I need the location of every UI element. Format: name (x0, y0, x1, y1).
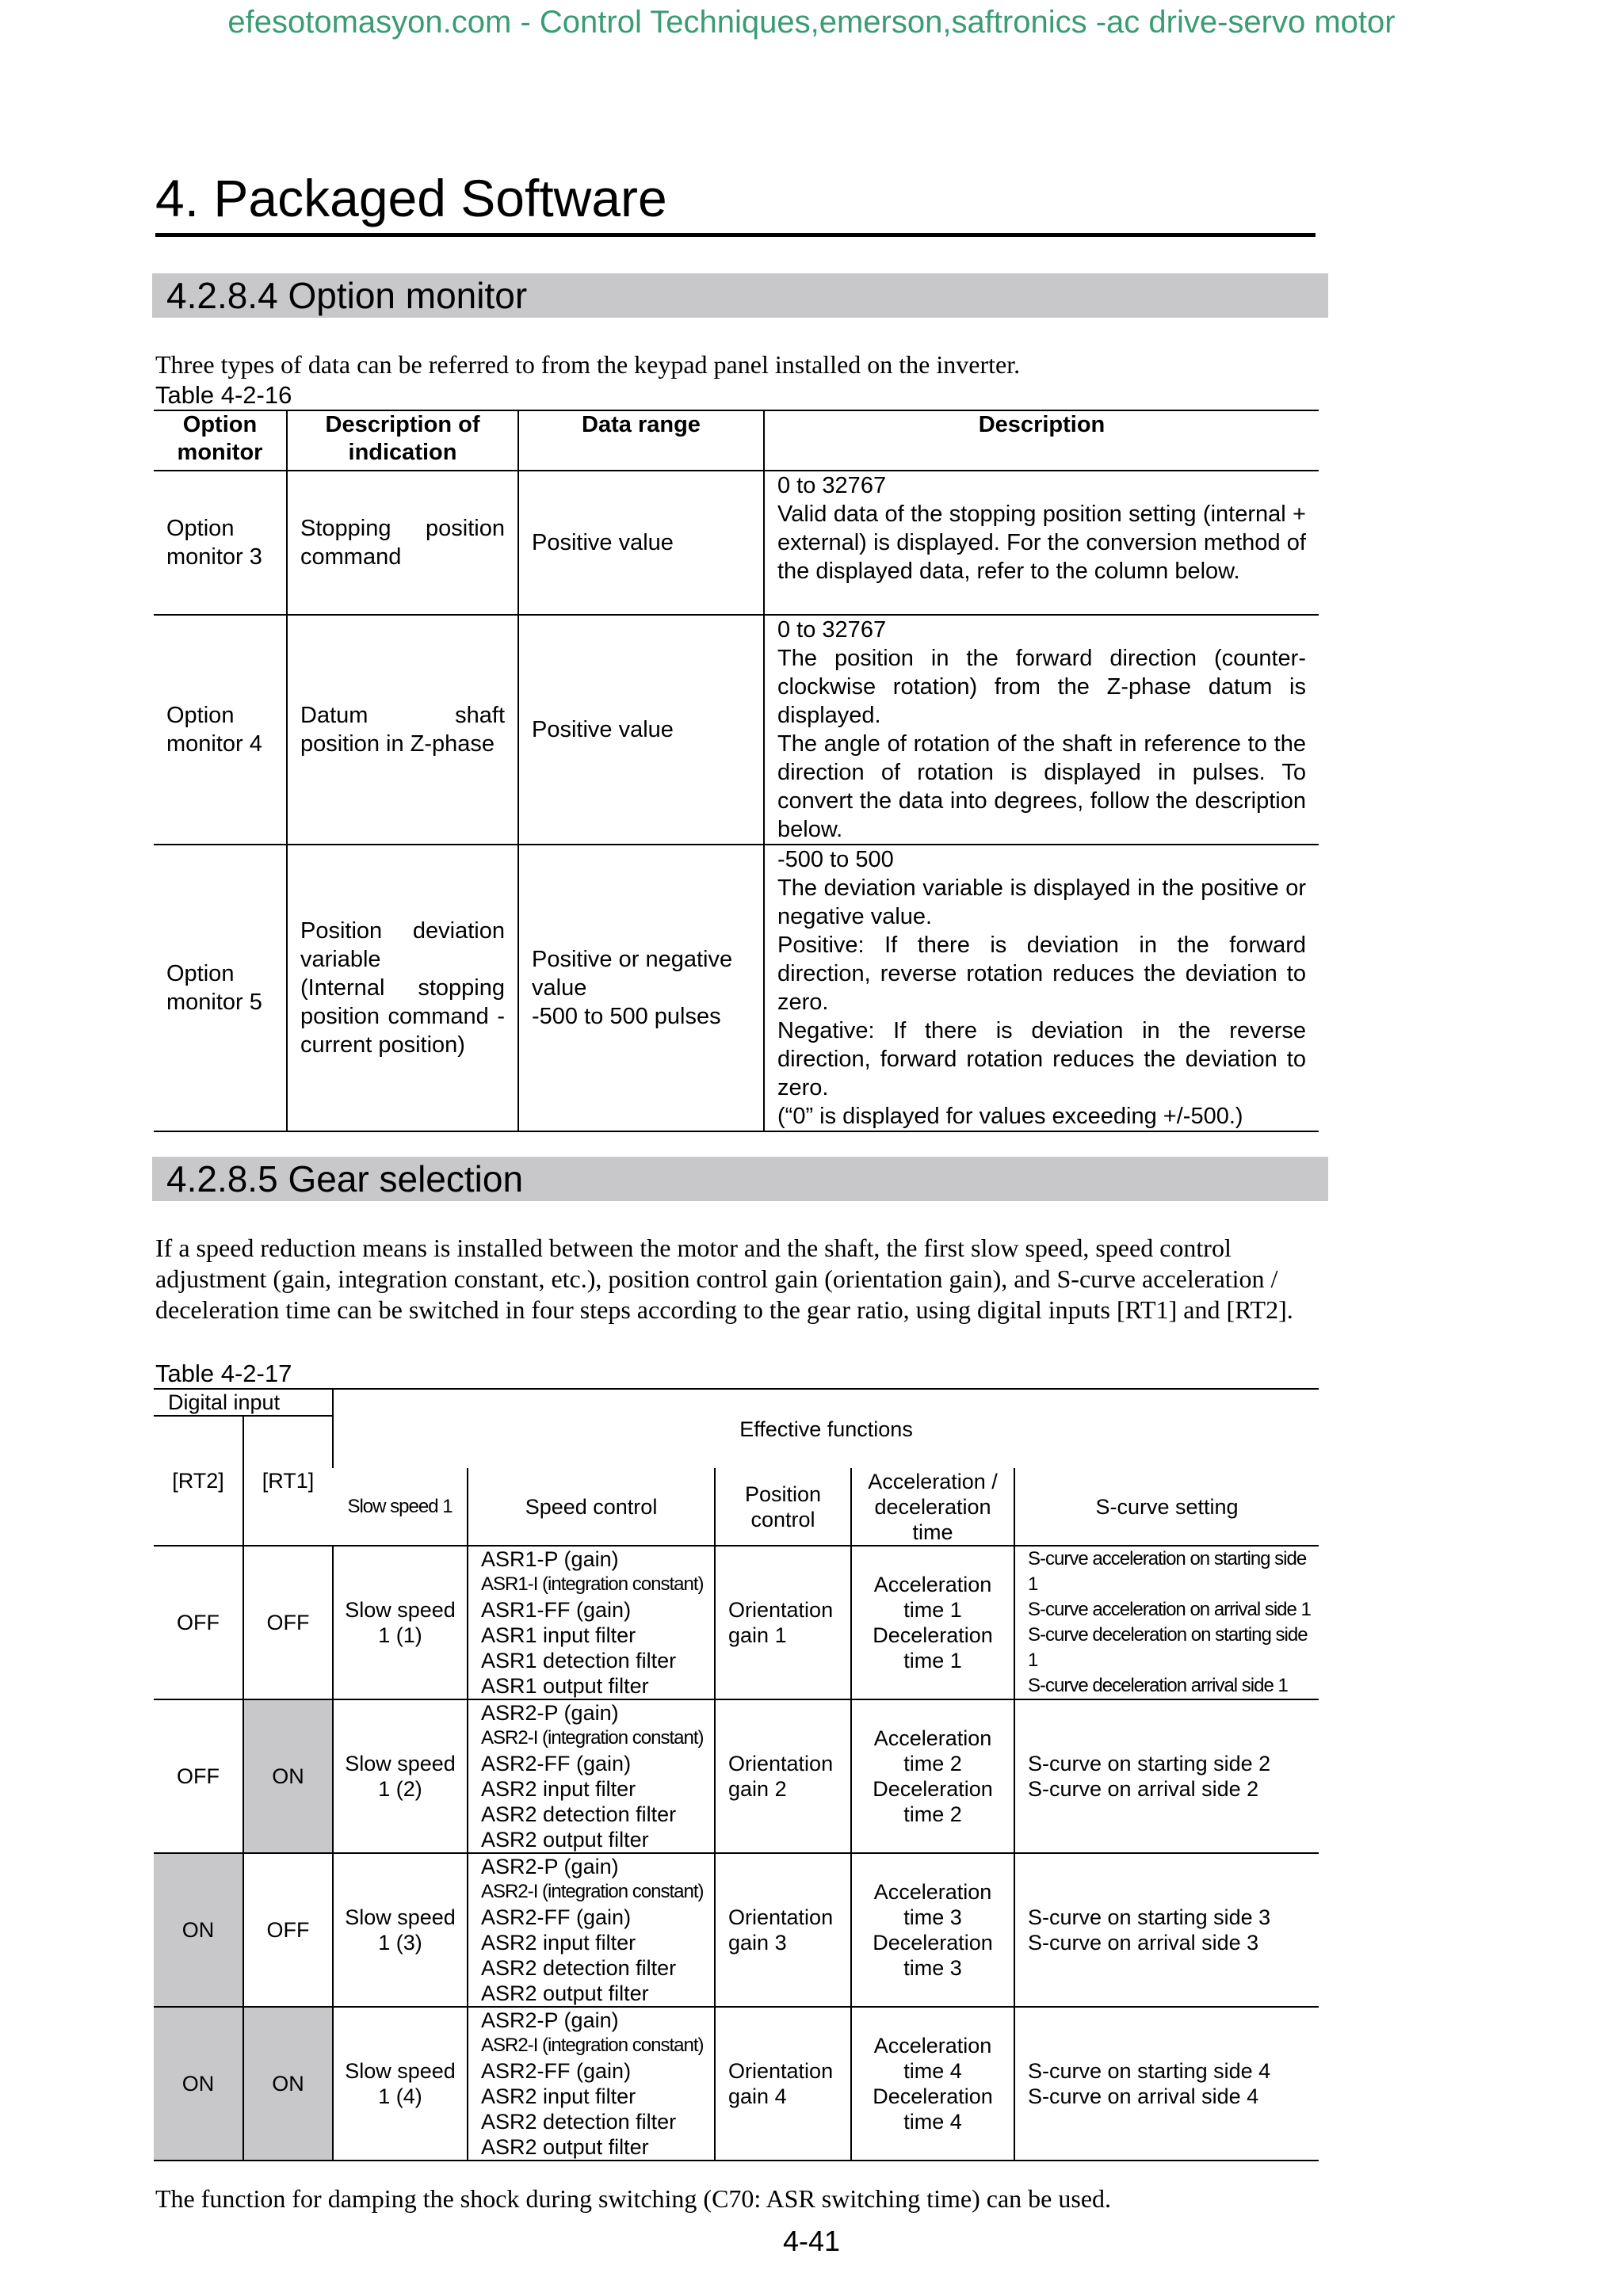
speed-control-item: ASR2-I (integration constant) (481, 1881, 704, 1902)
speed-control-cell (468, 1699, 715, 1853)
accel-decel-item: Acceleration time 3 (873, 1880, 992, 1929)
description-cell (764, 615, 1319, 845)
table-row (154, 1546, 1319, 1699)
col-header-rt2: [RT2] (154, 1416, 243, 1546)
speed-control-cell (468, 1546, 715, 1699)
section-heading-gear-selection: 4.2.8.5 Gear selection (152, 1157, 1328, 1201)
description-text: The angle of rotation of the shaft in reference to the direction of rotation is displayed in pulses. To convert the data into degrees, follow the description below. (777, 731, 1306, 842)
speed-control-item: ASR1 detection filter (481, 1649, 677, 1672)
description-text: (“0” is displayed for values exceeding +/-500.) (777, 1104, 1243, 1129)
rt1-cell: OFF (243, 1546, 333, 1699)
description-text: Positive: If there is deviation in the forward direction, reverse rotation reduces the deviation to zero. (777, 933, 1306, 1015)
indication-text: Datum shaft position in Z-phase (300, 703, 505, 757)
option-monitor-label: monitor 5 (166, 990, 262, 1015)
table-row (154, 1853, 1319, 2007)
speed-control-item: ASR2-FF (gain) (481, 1905, 632, 1929)
rt2-cell: ON (154, 1853, 243, 2007)
rt1-cell: ON (243, 1699, 333, 1853)
speed-control-item: ASR2 output filter (481, 1981, 649, 2005)
table-header-row (154, 410, 1319, 471)
speed-control-item: ASR1 input filter (481, 1623, 636, 1647)
s-curve-cell (1014, 1546, 1319, 1699)
description-text: 0 to 32767 (777, 617, 887, 643)
speed-control-item: ASR1-FF (gain) (481, 1598, 632, 1622)
s-curve-item: S-curve deceleration on starting side 1 (1028, 1624, 1308, 1671)
speed-control-item: ASR2 detection filter (481, 1956, 677, 1980)
s-curve-item: S-curve on arrival side 2 (1028, 1777, 1259, 1801)
data-range-text: Positive value (532, 717, 674, 742)
speed-control-item: ASR2-P (gain) (481, 1855, 619, 1878)
watermark-header: efesotomasyon.com - Control Techniques,emerson,saftronics -ac drive-servo motor (227, 5, 1396, 40)
section-heading-option-monitor: 4.2.8.4 Option monitor (152, 273, 1328, 318)
accel-decel-item: Deceleration time 3 (873, 1931, 993, 1980)
option-monitor-cell (154, 845, 287, 1131)
accel-decel-item: Deceleration time 2 (873, 1777, 993, 1826)
accel-decel-item: Acceleration time 2 (873, 1726, 992, 1775)
slow-speed-cell: Slow speed 1 (3) (333, 1853, 468, 2007)
col-header-description: Description (764, 410, 1319, 471)
speed-control-item: ASR2 input filter (481, 2084, 636, 2108)
option-monitor-table (154, 410, 1319, 1132)
col-header-speed-control: Speed control (468, 1468, 715, 1546)
speed-control-item: ASR2-P (gain) (481, 2008, 619, 2032)
indication-text: (Internal stopping position command - current position) (300, 975, 505, 1058)
s-curve-item: S-curve acceleration on arrival side 1 (1028, 1599, 1311, 1620)
table-row (154, 2007, 1319, 2161)
col-header-accel-decel-time: Acceleration / deceleration time (851, 1468, 1014, 1546)
rt1-cell: ON (243, 2007, 333, 2161)
speed-control-item: ASR1-P (gain) (481, 1547, 619, 1571)
s-curve-item: S-curve on arrival side 3 (1028, 1931, 1259, 1955)
speed-control-item: ASR2-FF (gain) (481, 1752, 632, 1775)
description-text: Negative: If there is deviation in the reverse direction, forward rotation reduces the deviation to zero. (777, 1018, 1306, 1100)
indication-text: Position deviation variable (300, 918, 505, 972)
speed-control-item: ASR2 detection filter (481, 1802, 677, 1826)
s-curve-cell (1014, 1853, 1319, 2007)
col-header-description-of-indication: Description of indication (287, 410, 518, 471)
slow-speed-cell: Slow speed 1 (2) (333, 1699, 468, 1853)
option-monitor-label: Option (166, 516, 235, 541)
position-control-cell: Orientation gain 3 (715, 1853, 851, 2007)
col-header-rt1: [RT1] (243, 1416, 333, 1546)
speed-control-item: ASR2 input filter (481, 1931, 636, 1955)
indication-cell (287, 845, 518, 1131)
option-monitor-label: monitor 4 (166, 731, 262, 757)
chapter-title: 4. Packaged Software (155, 166, 1316, 237)
table-group-header-row (154, 1389, 1319, 1416)
s-curve-item: S-curve on arrival side 4 (1028, 2084, 1259, 2108)
speed-control-item: ASR2-P (gain) (481, 1701, 619, 1725)
option-monitor-cell (154, 615, 287, 845)
accel-decel-item: Acceleration time 1 (873, 1573, 992, 1622)
accel-decel-item: Acceleration time 4 (873, 2034, 992, 2083)
col-header-slow-speed: Slow speed 1 (333, 1468, 468, 1546)
gear-selection-intro: If a speed reduction means is installed between the motor and the shaft, the first slow speed, speed control adjustment (gain, integration constant, etc.), position control gain (orientation gain), and S-curve acceleration / deceleration time can be switched in four steps according to the gear ratio, using digital inputs [RT1] and [RT2]. (155, 1234, 1293, 1324)
col-header-data-range: Data range (518, 410, 764, 471)
speed-control-item: ASR2 output filter (481, 1828, 649, 1852)
position-control-cell: Orientation gain 2 (715, 1699, 851, 1853)
data-range-text: Positive or negative value (532, 947, 733, 1001)
position-control-cell: Orientation gain 4 (715, 2007, 851, 2161)
s-curve-item: S-curve on starting side 2 (1028, 1752, 1271, 1775)
description-text: The deviation variable is displayed in the positive or negative value. (777, 875, 1306, 929)
rt2-cell: OFF (154, 1699, 243, 1853)
rt1-cell: OFF (243, 1853, 333, 2007)
description-cell (764, 845, 1319, 1131)
data-range-cell (518, 615, 764, 845)
rt2-cell: ON (154, 2007, 243, 2161)
speed-control-item: ASR2 output filter (481, 2135, 649, 2159)
option-monitor-label: Option (166, 703, 235, 728)
s-curve-cell (1014, 2007, 1319, 2161)
table-row (154, 1699, 1319, 1853)
accel-decel-item: Deceleration time 1 (873, 1623, 993, 1672)
table-row (154, 845, 1319, 1131)
group-header-digital-input: Digital input (154, 1389, 333, 1416)
speed-control-item: ASR1-I (integration constant) (481, 1573, 704, 1595)
slow-speed-cell: Slow speed 1 (1) (333, 1546, 468, 1699)
data-range-cell (518, 845, 764, 1131)
table-row (154, 615, 1319, 845)
gear-selection-footnote: The function for damping the shock during switching (C70: ASR switching time) can be used. (155, 2184, 1112, 2213)
col-header-position-control: Position control (715, 1468, 851, 1546)
speed-control-cell (468, 2007, 715, 2161)
option-monitor-label: monitor 3 (166, 544, 262, 570)
speed-control-item: ASR2 detection filter (481, 2110, 677, 2134)
s-curve-item: S-curve acceleration on starting side 1 (1028, 1548, 1307, 1595)
speed-control-item: ASR2-FF (gain) (481, 2059, 632, 2083)
table-caption-4-2-17: Table 4-2-17 (155, 1360, 292, 1387)
speed-control-cell (468, 1853, 715, 2007)
speed-control-item: ASR2-I (integration constant) (481, 2035, 704, 2056)
indication-text: Stopping position command (300, 516, 505, 570)
s-curve-item: S-curve deceleration arrival side 1 (1028, 1675, 1288, 1696)
indication-cell (287, 615, 518, 845)
page-number: 4-41 (782, 2225, 841, 2257)
position-control-cell: Orientation gain 1 (715, 1546, 851, 1699)
gear-selection-table (154, 1388, 1319, 2161)
slow-speed-cell: Slow speed 1 (4) (333, 2007, 468, 2161)
col-header-s-curve-setting: S-curve setting (1014, 1468, 1319, 1546)
data-range-text: Positive value (532, 530, 674, 555)
indication-cell (287, 471, 518, 615)
s-curve-item: S-curve on starting side 3 (1028, 1905, 1271, 1929)
accel-decel-cell (851, 1546, 1014, 1699)
description-cell (764, 471, 1319, 615)
s-curve-cell (1014, 1699, 1319, 1853)
data-range-text: -500 to 500 pulses (532, 1004, 721, 1029)
accel-decel-cell (851, 1699, 1014, 1853)
description-text: 0 to 32767 (777, 473, 887, 498)
description-text: Valid data of the stopping position setting (internal + external) is displayed. For the conversion method of the displayed data, refer to the column below. (777, 502, 1306, 584)
speed-control-item: ASR2 input filter (481, 1777, 636, 1801)
col-header-option-monitor: Option monitor (154, 410, 287, 471)
s-curve-item: S-curve on starting side 4 (1028, 2059, 1271, 2083)
rt2-cell: OFF (154, 1546, 243, 1699)
table-row (154, 471, 1319, 615)
option-monitor-cell (154, 471, 287, 615)
option-monitor-intro: Three types of data can be referred to from the keypad panel installed on the inverter. (155, 350, 1021, 379)
table-caption-4-2-16: Table 4-2-16 (155, 381, 292, 409)
speed-control-item: ASR2-I (integration constant) (481, 1727, 704, 1749)
group-header-effective-functions: Effective functions (333, 1389, 1319, 1468)
accel-decel-item: Deceleration time 4 (873, 2084, 993, 2134)
accel-decel-cell (851, 1853, 1014, 2007)
speed-control-item: ASR1 output filter (481, 1674, 649, 1698)
description-text: The position in the forward direction (counter-clockwise rotation) from the Z-phase datum is displayed. (777, 646, 1306, 728)
accel-decel-cell (851, 2007, 1014, 2161)
option-monitor-label: Option (166, 961, 235, 986)
description-text: -500 to 500 (777, 847, 894, 872)
data-range-cell (518, 471, 764, 615)
